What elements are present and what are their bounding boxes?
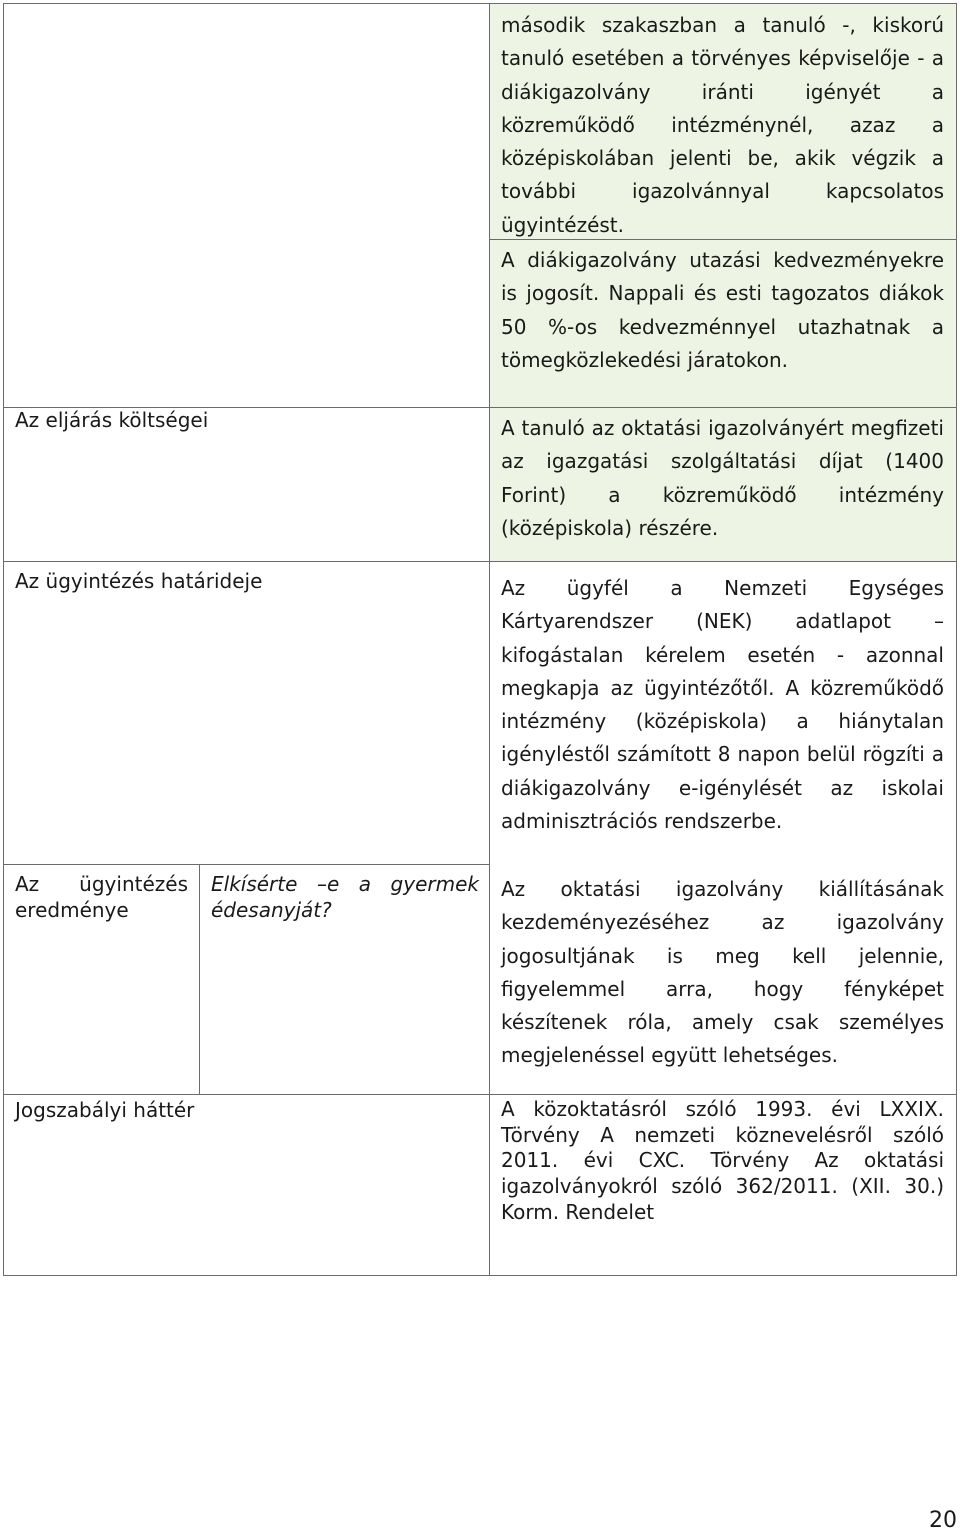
costs-text: A tanuló az oktatási igazolványért megfizeti az igazgatási szolgáltatási díjat (1400 Forint) a közreműködő intézmény (középiskola) részére. [501,416,944,540]
deadline-label: Az ügyintézés határideje [15,569,263,593]
benefit-text: A diákigazolvány utazási kedvezményekre is jogosít. Nappali és esti tagozatos diákok 50 %-os kedvezménnyel utazhatnak a tömegközlekedési járatokon. [501,248,944,372]
column-divider [489,3,490,1276]
costs-label: Az eljárás költségei [15,408,209,432]
page-number: 20 [929,1508,957,1533]
purpose-continuation-text: második szakaszban a tanuló -, kiskorú tanuló esetében a törvényes képviselője - a diákigazolvány iránti igényét a közreműködő intézménynél, azaz a középiskolában jelenti be, akik végzik a további igazolvánnyal kapcsolatos ügyintézést. [501,13,944,237]
deadline-text: Az ügyfél a Nemzeti Egységes Kártyarendszer (NEK) adatlapot – kifogástalan kérelem esetén - azonnal megkapja az ügyintézőtől. A közreműködő intézmény (középiskola) a hiánytalan igényléstől számított 8 napon belül rögzíti a diákigazolvány e-igénylését az iskolai adminisztrációs rendszerbe. [501,576,944,834]
result-label: Az ügyintézés eredménye [15,872,188,922]
result-text: Az oktatási igazolvány kiállításának kezdeményezéséhez az igazolvány jogosultjának is meg kell jelennie, figyelemmel arra, hogy fényképet készítenek róla, amely csak személyes megjelenéssel együtt lehetséges. [501,877,944,1068]
result-note: Elkísérte –e a gyermek édesanyját? [211,872,479,922]
row-divider [3,1094,957,1095]
row-divider [3,561,957,562]
legal-label: Jogszabályi háttér [15,1098,195,1122]
result-subdivider [199,864,200,1094]
row-divider [3,864,490,865]
legal-text: A közoktatásról szóló 1993. évi LXXIX. Törvény A nemzeti köznevelésről szóló 2011. évi CXC. Törvény Az oktatási igazolványokról szóló 362/2011. (XII. 30.) Korm. Rendelet [501,1097,944,1224]
